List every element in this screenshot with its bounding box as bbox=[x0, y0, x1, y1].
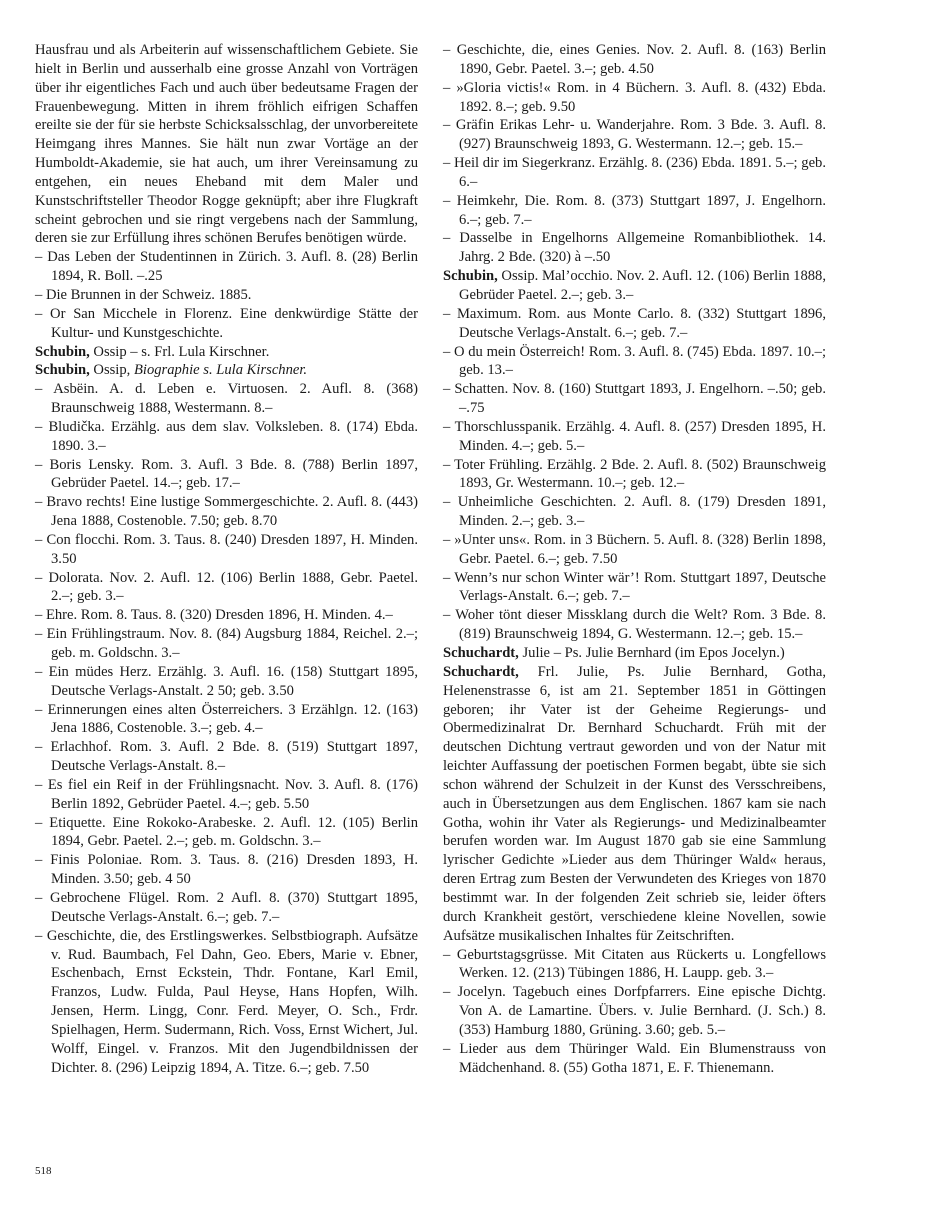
list-item: – Etiquette. Eine Rokoko-Arabeske. 2. Aufl. 12. (105) Berlin 1894, Gebr. Paetel. 2.–; geb. m. Goldschn. 3.– bbox=[35, 814, 418, 850]
list-item: – Geschichte, die, eines Genies. Nov. 2. Aufl. 8. (163) Berlin 1890, Gebr. Paetel. 3.–; geb. 4.50 bbox=[443, 42, 826, 77]
author-name: Schubin, bbox=[35, 343, 90, 360]
biography-text: Frl. Julie, Ps. Julie Bernhard, Gotha, Helenenstrasse 6, ist am 21. September 1851 in Göttingen geboren; ihr Vater ist der Geheime Regierungs- und Obermedizinalrat Dr. Bernhard Schuchardt. Früh mit der deutschen Dichtung vertraut geworden und von der Natur mit leichter Auffassung der poetischen Formen begabt, übte sie sich schon während der Schulzeit in der Kunst des Versschreibens, auch in Übersetzungen aus dem Englischen. 1867 kam sie nach Gotha, wohin ihr Vater als Regierungs- und Medizinalbeamter berufen worden war. Im August 1870 gab sie eine Sammlung lyrischer Gedichte »Lieder aus dem Thüringer Wald« heraus, deren Ertrag zum Besten der Verwundeten des Krieges von 1870 bestimmt war. In der folgenden Zeit schrieb sie, leider öfters durch Krankheit gestört, verschiedene kleine Novellen, sowie Aufsätze musikalischen Inhaltes für Zeitschriften. bbox=[443, 663, 826, 944]
list-item: – Geburtstagsgrüsse. Mit Citaten aus Rückerts u. Longfellows Werken. 12. (213) Tübingen 1886, H. Laupp. geb. 3.– bbox=[443, 946, 826, 982]
list-item: – O du mein Österreich! Rom. 3. Aufl. 8. (745) Ebda. 1897. 10.–; geb. 13.– bbox=[443, 343, 826, 379]
left-column bbox=[35, 41, 418, 1077]
list-item: – Or San Micchele in Florenz. Eine denkwürdige Stätte der Kultur- und Kunstgeschichte. bbox=[35, 305, 418, 341]
list-item: – Dolorata. Nov. 2. Aufl. 12. (106) Berlin 1888, Gebr. Paetel. 2.–; geb. 3.– bbox=[35, 569, 418, 605]
list-item: – Maximum. Rom. aus Monte Carlo. 8. (332) Stuttgart 1896, Deutsche Verlags-Anstalt. 6.–; geb. 7.– bbox=[443, 305, 826, 341]
list-item: – Die Brunnen in der Schweiz. 1885. bbox=[35, 286, 252, 303]
author-name: Schubin, bbox=[443, 268, 498, 285]
list-item: – Con flocchi. Rom. 3. Taus. 8. (240) Dresden 1897, H. Minden. 3.50 bbox=[35, 531, 418, 567]
list-item: – Ehre. Rom. 8. Taus. 8. (320) Dresden 1896, H. Minden. 4.– bbox=[35, 607, 393, 624]
author-note-italic: Biographie s. Lula Kirschner. bbox=[133, 362, 308, 379]
author-heading bbox=[443, 267, 826, 305]
list-item: – Schatten. Nov. 8. (160) Stuttgart 1893, J. Engelhorn. –.50; geb. –.75 bbox=[443, 381, 826, 417]
author-heading bbox=[443, 644, 826, 663]
author-note: Julie – Ps. Julie Bernhard (im Epos Jocelyn.) bbox=[518, 645, 785, 661]
intro-paragraph: Hausfrau und als Arbeiterin auf wissenschaftlichem Gebiete. Sie hielt in Berlin und ausserhalb eine grosse Anzahl von Vorträgen über ihr eigentliches Fach und auch über bedeutsame Fragen der Frauenbewegung. Mitten in ihrem fröhlich eifrigen Schaffen ereilte sie der für sie herbste Schicksalsschlag, der unvorbereitete Heimgang ihres Mannes. Sie hält nun zwar Vortäge an der Humboldt-Akademie, sie hat auch, um ihrer Vereinsamung zu entgehen, ein neues Eheband mit dem Maler und Kunstschriftsteller Theodor Rogge geknüpft; aber ihre Flugkraft scheint gebrochen und sie ringt vergebens nach der Sammlung, deren sie zur Erfüllung ihres schönen Berufes benötigen würde. bbox=[35, 42, 418, 247]
list-item: – Asbëin. A. d. Leben e. Virtuosen. 2. Aufl. 8. (368) Braunschweig 1888, Westermann. 8.– bbox=[35, 381, 418, 417]
author-heading bbox=[35, 361, 418, 380]
list-item: – »Gloria victis!« Rom. in 4 Büchern. 3. Aufl. 8. (432) Ebda. 1892. 8.–; geb. 9.50 bbox=[443, 79, 826, 115]
list-item: – Bludička. Erzählg. aus dem slav. Volksleben. 8. (174) Ebda. 1890. 3.– bbox=[35, 418, 418, 454]
author-name: Schuchardt, bbox=[443, 663, 519, 680]
author-note: Ossip – s. Frl. Lula Kirschner. bbox=[89, 343, 270, 360]
author-heading bbox=[35, 343, 418, 362]
list-item: – Es fiel ein Reif in der Frühlingsnacht. Nov. 3. Aufl. 8. (176) Berlin 1892, Gebrüder Paetel. 4.–; geb. 5.50 bbox=[35, 776, 418, 812]
page-number: 518 bbox=[35, 1165, 52, 1177]
list-item: – Toter Frühling. Erzählg. 2 Bde. 2. Aufl. 8. (502) Braunschweig 1893, Gr. Westermann. 10.–; geb. 12.– bbox=[443, 456, 826, 492]
list-item: – Erinnerungen eines alten Österreichers. 3 Erzählgn. 12. (163) Jena 1886, Costenoble. 3.–; geb. 4.– bbox=[35, 701, 418, 737]
list-item: – Ein Frühlingstraum. Nov. 8. (84) Augsburg 1884, Reichel. 2.–; geb. m. Goldschn. 3.– bbox=[35, 626, 418, 661]
list-item: – Dasselbe in Engelhorns Allgemeine Romanbibliothek. 14. Jahrg. 2 Bde. (320) à –.50 bbox=[443, 230, 826, 266]
author-biography bbox=[443, 663, 826, 946]
list-item: – Finis Poloniae. Rom. 3. Taus. 8. (216) Dresden 1893, H. Minden. 3.50; geb. 4 50 bbox=[35, 852, 418, 888]
list-item: – Heil dir im Siegerkranz. Erzählg. 8. (236) Ebda. 1891. 5.–; geb. 6.– bbox=[443, 155, 826, 190]
author-note: Ossip, bbox=[89, 362, 134, 379]
list-item: – Das Leben der Studentinnen in Zürich. 3. Aufl. 8. (28) Berlin 1894, R. Boll. –.25 bbox=[35, 249, 418, 285]
author-name: Schubin, bbox=[35, 362, 90, 379]
list-item: – Geschichte, die, des Erstlingswerkes. Selbstbiograph. Aufsätze v. Rud. Baumbach, Fel Dahn, Geo. Ebers, Marie v. Ebner, Eschenbach, Ernst Eckstein, Thdr. Fontane, Karl Emil, Franzos, Ludw. Fulda, Paul Heyse, Hans Hopfen, Wilh. Jensen, Herm. Lingg, Conr. Ferd. Meyer, O. Sch., Frdr. Spielhagen, Herm. Sudermann, Rich. Voss, Ernst Wichert, Jul. Wolff, Eingel. v. Franzos. Mit den Jugendbildnissen der Dichter. 8. (296) Leipzig 1894, A. Titze. 6.–; geb. 7.50 bbox=[35, 927, 418, 1076]
list-item: – Woher tönt dieser Missklang durch die Welt? Rom. 3 Bde. 8. (819) Braunschweig 1894, G. Westermann. 12.–; geb. 15.– bbox=[443, 607, 826, 643]
author-name: Schuchardt, bbox=[443, 645, 519, 661]
list-item: – Gräfin Erikas Lehr- u. Wanderjahre. Rom. 3 Bde. 3. Aufl. 8. (927) Braunschweig 1893, G. Westermann. 12.–; geb. 15.– bbox=[443, 117, 826, 153]
list-item: – Unheimliche Geschichten. 2. Aufl. 8. (179) Dresden 1891, Minden. 2.–; geb. 3.– bbox=[443, 494, 826, 530]
right-column bbox=[443, 41, 826, 1077]
list-item: – »Unter uns«. Rom. in 3 Büchern. 5. Aufl. 8. (328) Berlin 1898, Gebr. Paetel. 6.–; geb. 7.50 bbox=[443, 531, 826, 567]
list-item: – Erlachhof. Rom. 3. Aufl. 2 Bde. 8. (519) Stuttgart 1897, Deutsche Verlags-Anstalt. 8.– bbox=[35, 739, 418, 775]
author-note: Ossip. Mal’occhio. Nov. 2. Aufl. 12. (106) Berlin 1888, Gebrüder Paetel. 2.–; geb. 3.– bbox=[459, 268, 826, 303]
list-item: – Jocelyn. Tagebuch eines Dorfpfarrers. Eine epische Dichtg. Von A. de Lamartine. Übers. v. Julie Bernhard. (J. Sch.) 8. (353) Hamburg 1880, Grüning. 3.60; geb. 5.– bbox=[443, 984, 826, 1038]
list-item: – Boris Lensky. Rom. 3. Aufl. 3 Bde. 8. (788) Berlin 1897, Gebrüder Paetel. 14.–; geb. 17.– bbox=[35, 456, 418, 492]
list-item: – Lieder aus dem Thüringer Wald. Ein Blumenstrauss von Mädchenhand. 8. (55) Gotha 1871, E. F. Thienemann. bbox=[443, 1040, 826, 1076]
list-item: – Heimkehr, Die. Rom. 8. (373) Stuttgart 1897, J. Engelhorn. 6.–; geb. 7.– bbox=[443, 192, 826, 228]
list-item: – Wenn’s nur schon Winter wär’! Rom. Stuttgart 1897, Deutsche Verlags-Anstalt. 6.–; geb. 7.– bbox=[443, 569, 826, 605]
list-item: – Bravo rechts! Eine lustige Sommergeschichte. 2. Aufl. 8. (443) Jena 1888, Costenoble. 7.50; geb. 8.70 bbox=[35, 494, 418, 530]
list-item: – Gebrochene Flügel. Rom. 2 Aufl. 8. (370) Stuttgart 1895, Deutsche Verlags-Anstalt. 6.–; geb. 7.– bbox=[35, 889, 418, 925]
list-item: – Ein müdes Herz. Erzählg. 3. Aufl. 16. (158) Stuttgart 1895, Deutsche Verlags-Anstalt. 2 50; geb. 3.50 bbox=[35, 663, 418, 699]
list-item: – Thorschlusspanik. Erzählg. 4. Aufl. 8. (257) Dresden 1895, H. Minden. 4.–; geb. 5.– bbox=[443, 418, 826, 454]
